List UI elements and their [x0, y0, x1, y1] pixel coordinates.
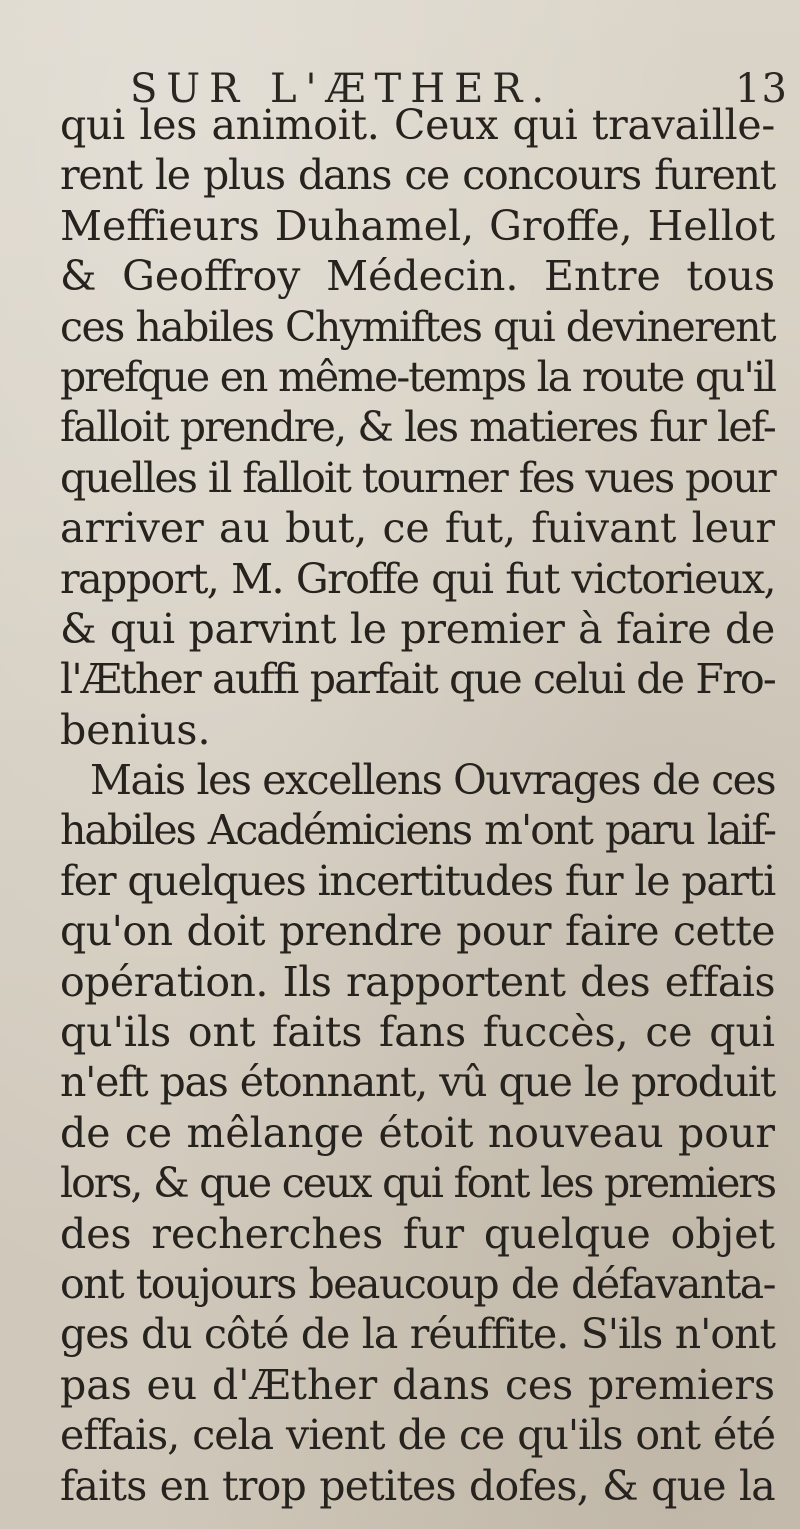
- text-line: prefque en même-temps la route qu'il: [60, 352, 775, 401]
- text-line: fer quelques incertitudes fur le parti: [60, 856, 775, 905]
- text-line: Meffieurs Duhamel, Groffe, Hellot: [60, 201, 775, 250]
- text-line: des recherches fur quelque objet: [60, 1209, 775, 1258]
- text-line: rapport, M. Groffe qui fut victorieux,: [60, 554, 775, 603]
- text-line: arriver au but, ce fut, fuivant leur: [60, 504, 775, 553]
- text-line: qui les animoit. Ceux qui travaille-: [60, 101, 775, 149]
- text-line: habiles Académiciens m'ont paru laif-: [60, 806, 775, 855]
- text-line: qu'on doit prendre pour faire cette: [60, 907, 775, 956]
- running-head-title: SUR L'ÆTHER.: [130, 66, 554, 112]
- text-line: n'eft pas étonnant, vû que le produit: [60, 1058, 775, 1107]
- text-line: de ce mêlange étoit nouveau pour: [60, 1108, 775, 1157]
- page-number: 13: [735, 66, 788, 112]
- text-line: opération. Ils rapportent des effais: [60, 957, 775, 1006]
- body-text: [60, 100, 775, 1511]
- text-line: quelles il falloit tourner fes vues pour: [60, 453, 775, 502]
- paragraph-end-line: benius.: [60, 705, 211, 754]
- text-line: & qui parvint le premier à faire de: [60, 604, 775, 653]
- text-line: ges du côté de la réuffite. S'ils n'ont: [60, 1310, 775, 1359]
- text-line: l'Æther auffi parfait que celui de Fro-: [60, 655, 775, 704]
- text-line: ces habiles Chymiftes qui devinerent: [60, 302, 775, 351]
- text-line: & Geoffroy Médecin. Entre tous: [60, 252, 775, 301]
- text-line: effais, cela vient de ce qu'ils ont été: [60, 1411, 775, 1460]
- paragraph-start-line: Mais les excellens Ouvrages de ces: [90, 756, 775, 805]
- text-line: falloit prendre, & les matieres fur lef-: [60, 403, 775, 452]
- text-line: rent le plus dans ce concours furent: [60, 151, 775, 200]
- text-line: ont toujours beaucoup de défavanta-: [60, 1259, 775, 1308]
- text-line: pas eu d'Æther dans ces premiers: [60, 1360, 775, 1409]
- text-line: faits en trop petites dofes, & que la: [60, 1461, 775, 1510]
- text-line: lors, & que ceux qui font les premiers: [60, 1159, 775, 1208]
- text-line: qu'ils ont faits fans fuccès, ce qui: [60, 1008, 775, 1057]
